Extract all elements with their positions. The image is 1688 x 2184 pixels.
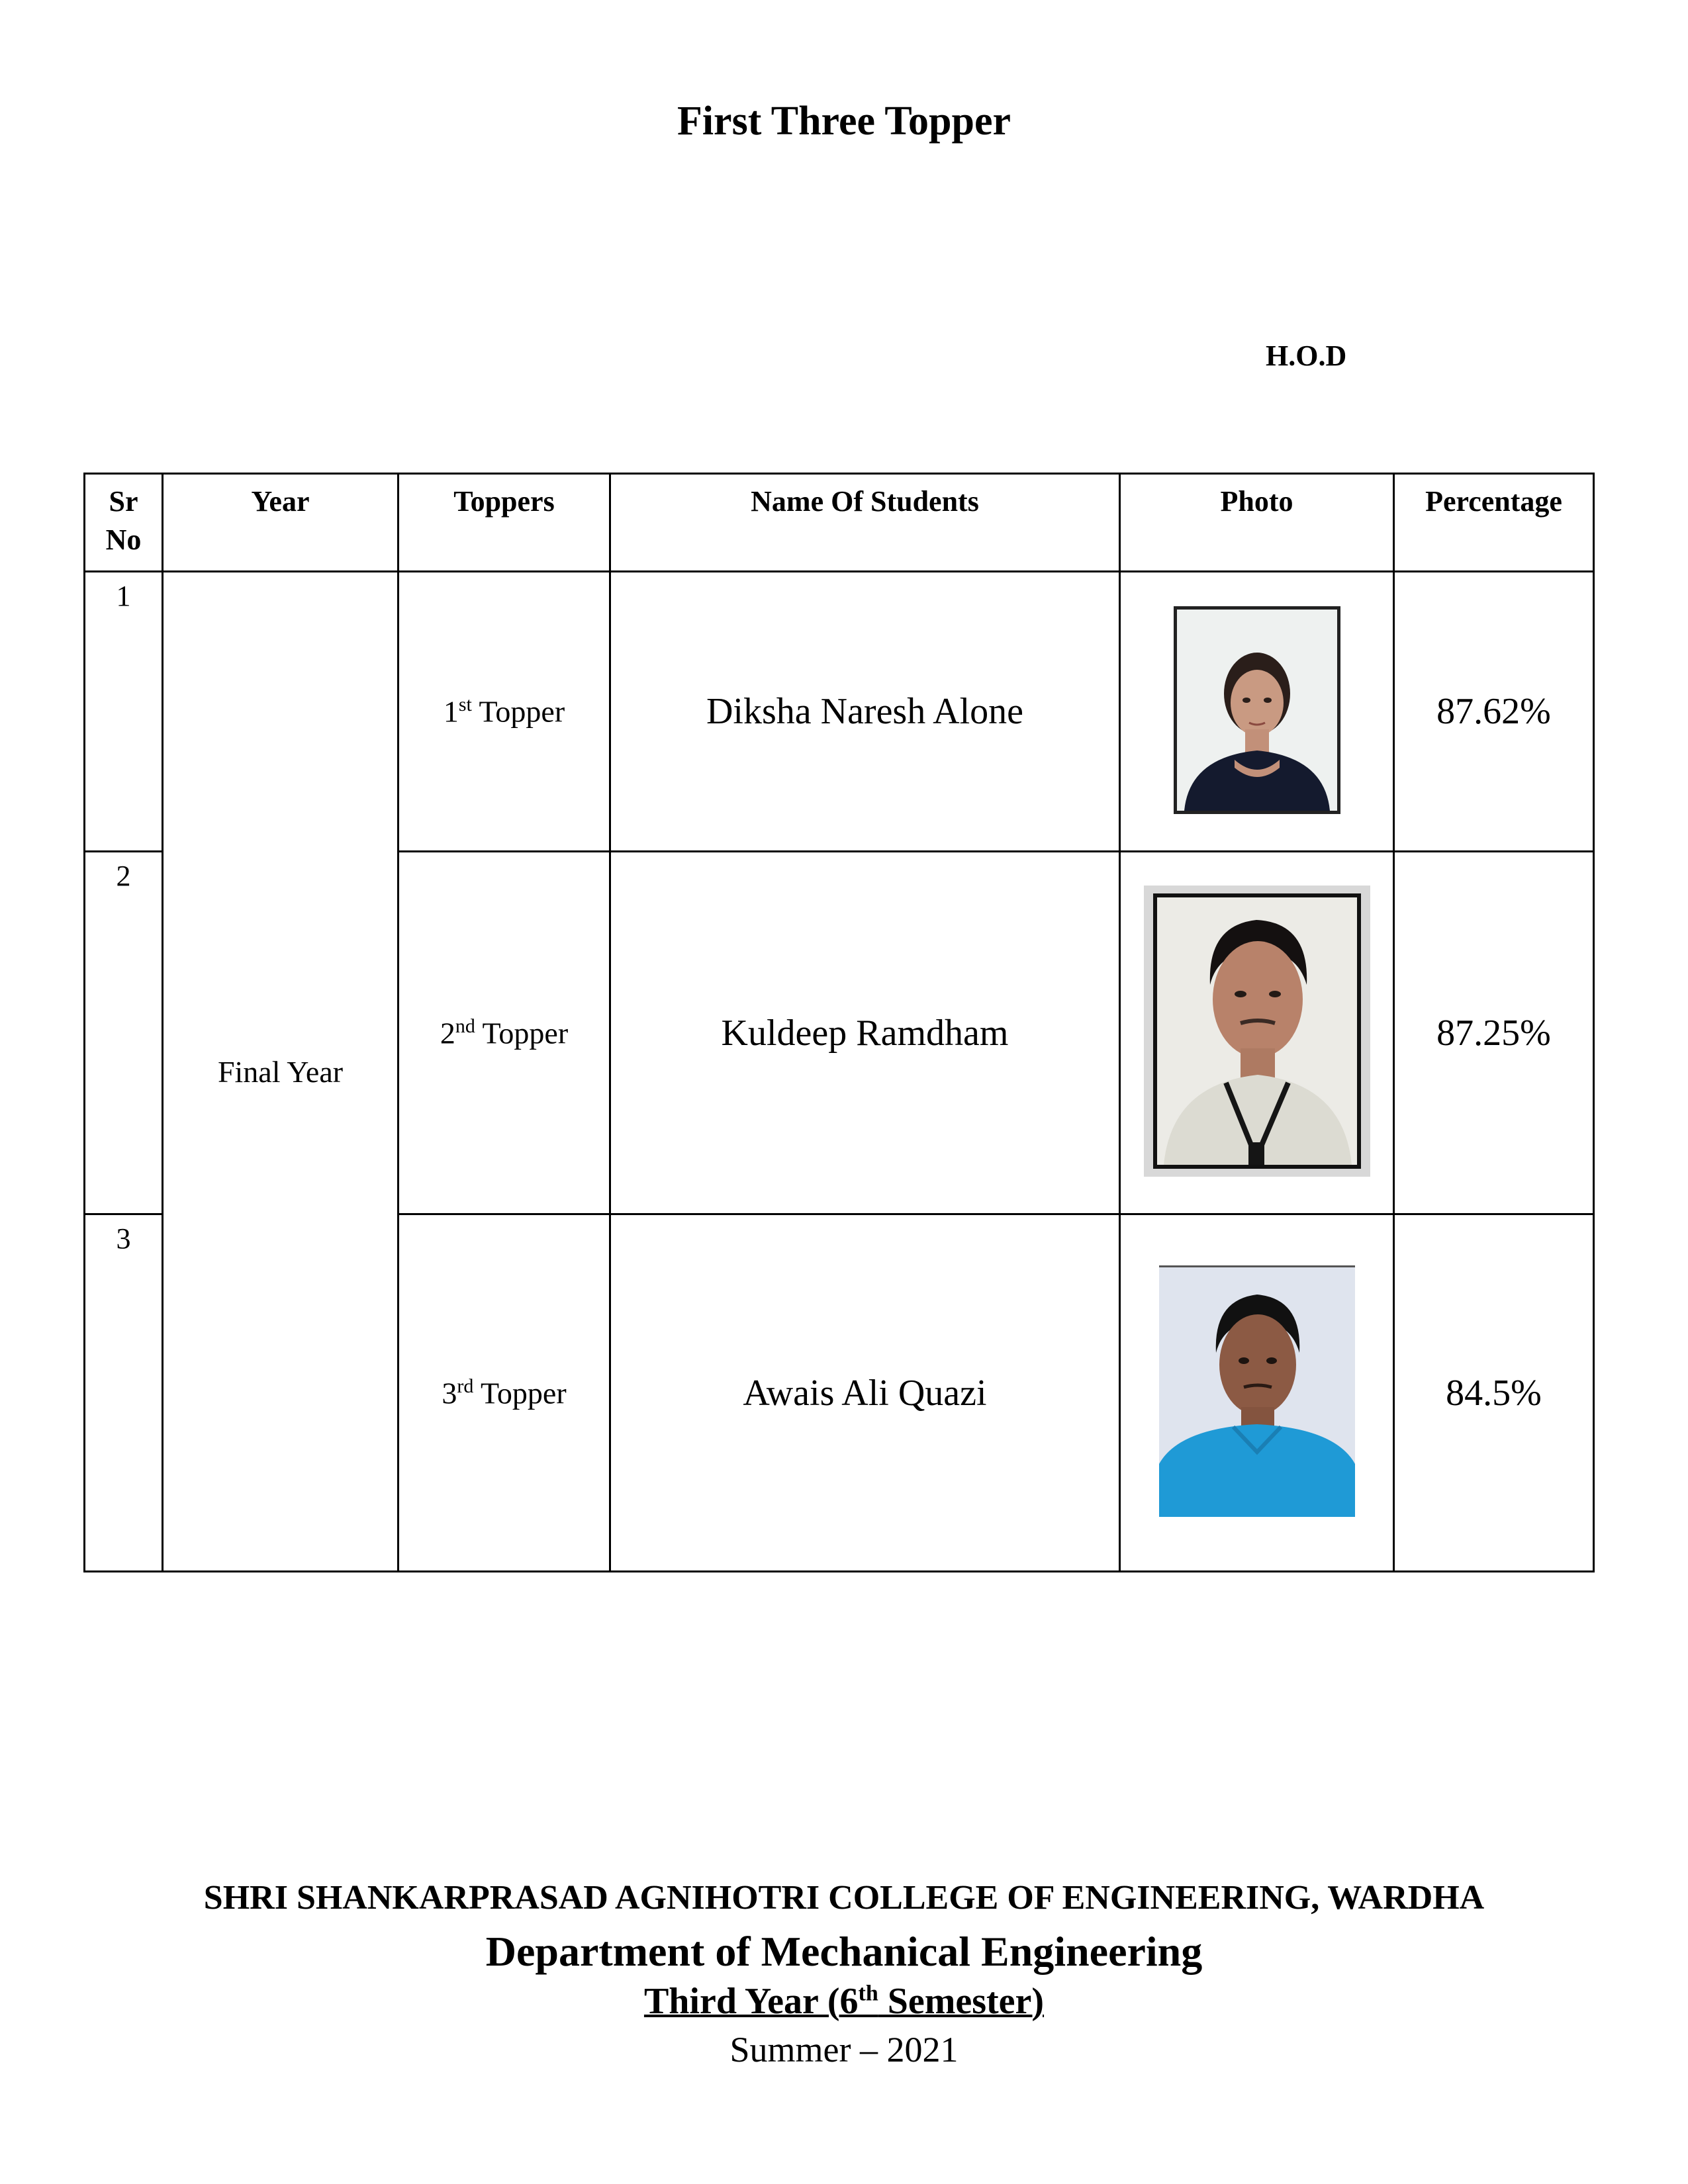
rank-number: 3	[442, 1376, 457, 1410]
rank-cell	[399, 572, 610, 852]
student-photo	[1174, 606, 1340, 817]
photo-cell	[1120, 1214, 1394, 1572]
rank-suffix: rd	[457, 1375, 474, 1397]
student-name: Awais Ali Quazi	[610, 1214, 1120, 1572]
student-name: Kuldeep Ramdham	[610, 852, 1120, 1214]
header-toppers: Toppers	[399, 474, 610, 572]
semester-line	[0, 1980, 1688, 2023]
sr-cell: 2	[85, 852, 163, 1214]
sr-cell: 3	[85, 1214, 163, 1572]
student-photo-male	[1144, 886, 1370, 1177]
header-sr-no: Sr No	[85, 474, 163, 572]
rank-word: Topper	[471, 694, 565, 729]
student-photo	[1159, 1265, 1355, 1520]
percentage-cell: 84.5%	[1394, 1214, 1594, 1572]
student-photo-male-blue	[1159, 1265, 1355, 1517]
rank-suffix: st	[458, 694, 472, 716]
rank-word: Topper	[475, 1016, 569, 1050]
percentage-cell: 87.62%	[1394, 572, 1594, 852]
year-cell: Final Year	[163, 572, 399, 1572]
semester-text	[644, 1981, 1044, 2022]
page-title: First Three Topper	[677, 99, 1011, 144]
rank-cell	[399, 1214, 610, 1572]
session-label: Summer – 2021	[729, 2030, 959, 2070]
rank-word: Topper	[473, 1376, 567, 1410]
rank-suffix: nd	[455, 1015, 475, 1037]
table-row	[85, 572, 1594, 852]
hod-label: H.O.D	[1266, 340, 1347, 372]
semester-sup: th	[858, 1981, 878, 2006]
semester-suffix: Semester)	[878, 1981, 1045, 2022]
table-header-row	[85, 474, 1594, 572]
student-photo-female	[1174, 606, 1340, 814]
rank-cell	[399, 852, 610, 1214]
college-name: SHRI SHANKARPRASAD AGNIHOTRI COLLEGE OF ENGINEERING, WARDHA	[203, 1879, 1485, 1917]
rank-number: 2	[440, 1016, 455, 1050]
photo-cell	[1120, 852, 1394, 1214]
student-photo	[1144, 886, 1370, 1180]
toppers-table	[83, 473, 1595, 1572]
photo-cell	[1120, 572, 1394, 852]
header-year: Year	[163, 474, 399, 572]
sr-cell: 1	[85, 572, 163, 852]
header-photo: Photo	[1120, 474, 1394, 572]
header-percentage: Percentage	[1394, 474, 1594, 572]
department-name: Department of Mechanical Engineering	[485, 1928, 1203, 1975]
semester-prefix: Third Year (6	[643, 1981, 859, 2022]
header-name: Name Of Students	[610, 474, 1120, 572]
rank-number: 1	[443, 694, 459, 729]
student-name: Diksha Naresh Alone	[610, 572, 1120, 852]
percentage-cell: 87.25%	[1394, 852, 1594, 1214]
